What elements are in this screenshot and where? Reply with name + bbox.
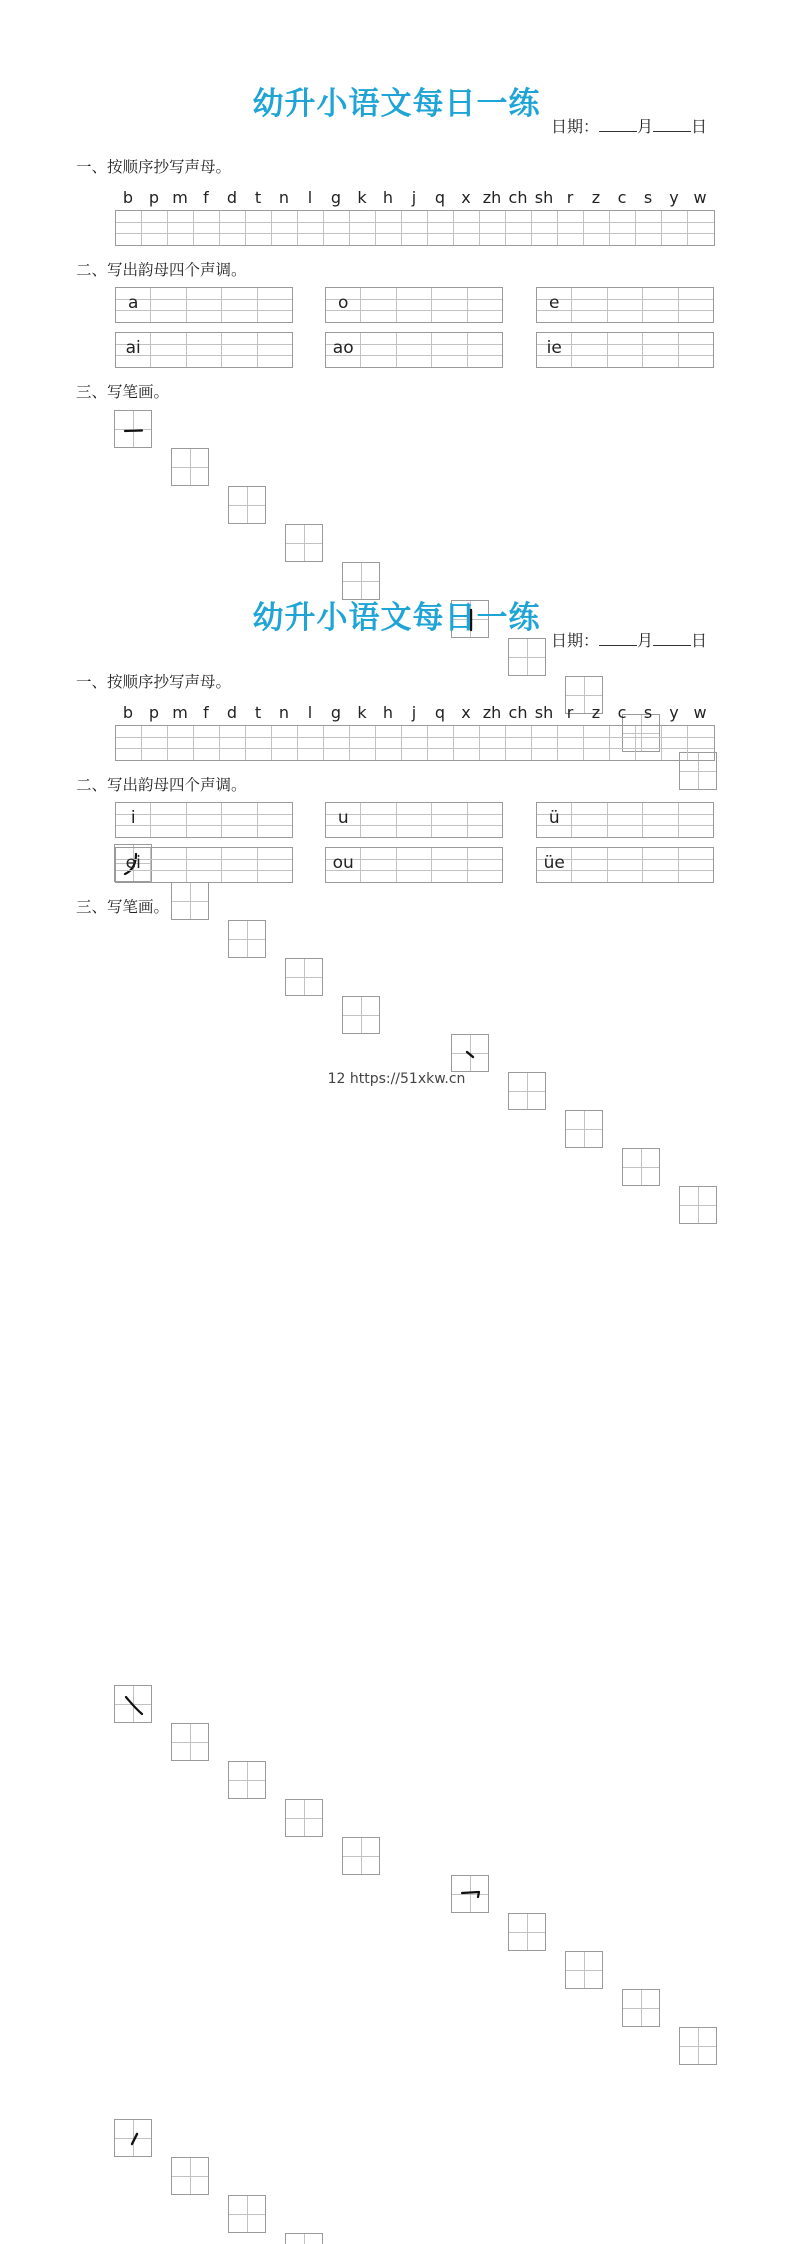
shengmu-letter: g <box>330 188 342 207</box>
yunmu-label: a <box>127 293 139 313</box>
shengmu-letter: r <box>566 188 574 207</box>
shengmu-letter: d <box>226 703 238 722</box>
practice-box[interactable] <box>342 1837 380 1875</box>
page-footer: 12 https://51xkw.cn <box>327 1071 466 1087</box>
shengmu-letter: l <box>307 188 313 207</box>
shengmu-letter: b <box>122 188 134 207</box>
yunmu-box[interactable] <box>325 847 503 883</box>
ti-stroke-icon <box>115 2120 153 2158</box>
shengmu-letter: d <box>226 188 238 207</box>
shengmu-letter: l <box>307 703 313 722</box>
day-blank[interactable] <box>653 631 691 646</box>
shengmu-letter: t <box>254 703 262 722</box>
shengmu-letter: f <box>203 703 209 722</box>
practice-box[interactable] <box>171 2157 209 2195</box>
yunmu-box[interactable] <box>536 287 714 323</box>
section2-heading: 二、写出韵母四个声调。 <box>76 776 247 794</box>
shengmu-letter: z <box>591 703 601 722</box>
yunmu-label: ao <box>332 338 354 358</box>
section3-heading: 三、写笔画。 <box>76 383 170 401</box>
yunmu-label: o <box>338 293 349 313</box>
shengmu-writing-grid[interactable] <box>115 210 715 246</box>
practice-box[interactable] <box>508 638 546 676</box>
stroke-box[interactable] <box>114 2119 152 2157</box>
shengmu-letter: m <box>172 188 188 207</box>
yunmu-label: ei <box>125 853 141 873</box>
month-label: 月 <box>637 631 654 650</box>
practice-box[interactable] <box>679 1186 717 1224</box>
yunmu-label: e <box>548 293 560 313</box>
shengmu-letter: ch <box>508 188 528 207</box>
shengmu-letter: ch <box>508 703 528 722</box>
yunmu-label: üe <box>543 853 565 873</box>
month-label: 月 <box>637 117 654 136</box>
yunmu-label: u <box>337 808 349 828</box>
shengmu-letters <box>115 188 713 207</box>
sheet1-title: 幼升小语文每日一练 <box>252 86 541 122</box>
practice-box[interactable] <box>679 2027 717 2065</box>
shengmu-letter: z <box>591 188 601 207</box>
shengmu-letter: n <box>278 188 290 207</box>
shengmu-letter: h <box>382 188 394 207</box>
stroke-box[interactable] <box>114 410 152 448</box>
hengzhe-stroke-icon <box>452 1876 490 1914</box>
practice-box[interactable] <box>228 1761 266 1799</box>
shengmu-letter: n <box>278 703 290 722</box>
shengmu-letter: zh <box>482 188 502 207</box>
shengmu-letter: f <box>203 188 209 207</box>
na-stroke-icon <box>115 1686 153 1724</box>
dian-stroke-icon <box>452 1035 490 1073</box>
practice-box[interactable] <box>228 2195 266 2233</box>
shengmu-letter: s <box>643 188 653 207</box>
practice-box[interactable] <box>508 1913 546 1951</box>
sheet2-date <box>551 628 707 651</box>
sheet2-title: 幼升小语文每日一练 <box>252 600 541 636</box>
shengmu-letter: w <box>693 703 707 722</box>
sheet1-date <box>551 114 707 137</box>
heng-stroke-icon <box>115 411 153 449</box>
yunmu-box[interactable] <box>115 802 293 838</box>
date-label: 日期： <box>551 117 600 136</box>
practice-box[interactable] <box>622 1148 660 1186</box>
yunmu-box[interactable] <box>536 332 714 368</box>
section3-heading: 三、写笔画。 <box>76 898 170 916</box>
stroke-box[interactable] <box>451 1875 489 1913</box>
shengmu-letter: x <box>461 188 471 207</box>
date-label: 日期： <box>551 631 600 650</box>
shengmu-letter: s <box>643 703 653 722</box>
practice-box[interactable] <box>285 524 323 562</box>
shengmu-letter: h <box>382 703 394 722</box>
practice-box[interactable] <box>622 1989 660 2027</box>
yunmu-box[interactable] <box>536 802 714 838</box>
practice-box[interactable] <box>171 882 209 920</box>
shengmu-letter: c <box>617 188 627 207</box>
section1-heading: 一、按顺序抄写声母。 <box>76 673 232 691</box>
practice-box[interactable] <box>285 2233 323 2244</box>
shengmu-letter: j <box>411 188 417 207</box>
shengmu-letter: m <box>172 703 188 722</box>
shengmu-letter: y <box>669 188 679 207</box>
day-label: 日 <box>691 117 708 136</box>
shengmu-writing-grid[interactable] <box>115 725 715 761</box>
shengmu-letter: q <box>434 703 446 722</box>
shengmu-letter: w <box>693 188 707 207</box>
shengmu-letter: c <box>617 703 627 722</box>
practice-box[interactable] <box>171 1723 209 1761</box>
shengmu-letter: k <box>357 188 367 207</box>
yunmu-label: ü <box>548 808 560 828</box>
shengmu-letter: y <box>669 703 679 722</box>
shengmu-letter: t <box>254 188 262 207</box>
yunmu-label: ai <box>125 338 141 358</box>
shengmu-letter: p <box>148 188 160 207</box>
yunmu-box[interactable] <box>325 287 503 323</box>
practice-box[interactable] <box>228 486 266 524</box>
day-label: 日 <box>691 631 708 650</box>
stroke-box[interactable] <box>114 1685 152 1723</box>
practice-box[interactable] <box>228 920 266 958</box>
practice-box[interactable] <box>285 958 323 996</box>
shengmu-letters <box>115 703 713 722</box>
stroke-box[interactable] <box>451 1034 489 1072</box>
shengmu-letter: q <box>434 188 446 207</box>
day-blank[interactable] <box>653 117 691 132</box>
practice-box[interactable] <box>342 996 380 1034</box>
yunmu-box[interactable] <box>115 847 293 883</box>
yunmu-label: ou <box>332 853 354 873</box>
month-blank[interactable] <box>599 631 637 646</box>
month-blank[interactable] <box>599 117 637 132</box>
yunmu-box[interactable] <box>115 287 293 323</box>
shengmu-letter: r <box>566 703 574 722</box>
yunmu-label: i <box>130 808 136 828</box>
shengmu-letter: j <box>411 703 417 722</box>
shengmu-letter: g <box>330 703 342 722</box>
practice-box[interactable] <box>171 448 209 486</box>
shengmu-letter: zh <box>482 703 502 722</box>
shengmu-letter: sh <box>534 188 554 207</box>
shengmu-letter: x <box>461 703 471 722</box>
yunmu-box[interactable] <box>115 332 293 368</box>
practice-box[interactable] <box>285 1799 323 1837</box>
yunmu-box[interactable] <box>325 332 503 368</box>
practice-box[interactable] <box>565 1951 603 1989</box>
section2-heading: 二、写出韵母四个声调。 <box>76 261 247 279</box>
shengmu-letter: sh <box>534 703 554 722</box>
shengmu-letter: b <box>122 703 134 722</box>
practice-box[interactable] <box>565 1110 603 1148</box>
yunmu-box[interactable] <box>325 802 503 838</box>
yunmu-box[interactable] <box>536 847 714 883</box>
section1-heading: 一、按顺序抄写声母。 <box>76 158 232 176</box>
yunmu-label: ie <box>546 338 562 358</box>
shengmu-letter: k <box>357 703 367 722</box>
shengmu-letter: p <box>148 703 160 722</box>
